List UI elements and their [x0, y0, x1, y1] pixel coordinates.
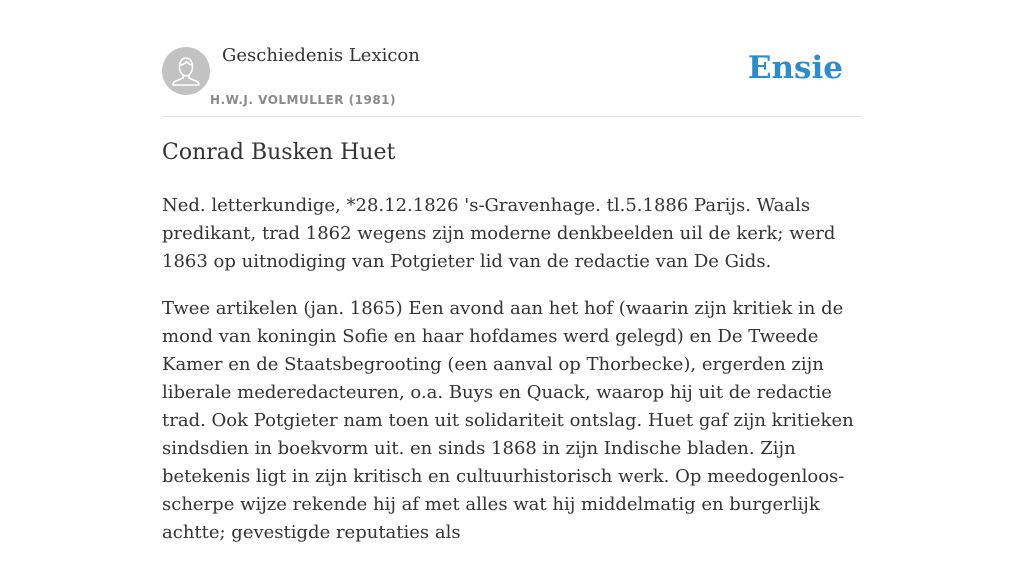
- entry-paragraph: Ned. letterkundige, *28.12.1826 's-Gravenhage. tl.5.1886 Parijs. Waals predikant, trad 1862 wegens zijn moderne denkbeelden uil de kerk; werd 1863 op uitnodiging van Potgieter lid van de redactie van De Gids.: [162, 195, 836, 272]
- author-credit[interactable]: H.W.J. VOLMULLER (1981): [210, 93, 397, 107]
- source-title[interactable]: Geschiedenis Lexicon: [222, 45, 420, 66]
- brand-logo[interactable]: Ensie: [747, 50, 843, 86]
- avatar: [162, 47, 210, 95]
- entry-paragraph: Twee artikelen (jan. 1865) Een avond aan het hof (waarin zijn kritiek in de mond van koningin Sofie en haar hofdames werd gelegd) en De Tweede Kamer en de Staatsbegrooting (een aanval op Thorbecke), ergerden zijn liberale mederedacteuren, o.a. Buys en Quack, waarop hij uit de redactie trad. Ook Potgieter nam toen uit solidariteit ontslag. Huet gaf zijn kritieken sindsdien in boekvorm uit. en sinds 1868 in zijn Indische bladen. Zijn betekenis ligt in zijn kritisch en cultuurhistorisch werk. Op meedogenloos-scherpe wijze rekende hij af met alles wat hij middelmatig en burgerlijk achtte; gevestigde reputaties als: [162, 298, 854, 543]
- source-header: [162, 0, 862, 117]
- entry-title: Conrad Busken Huet: [162, 140, 396, 165]
- user-silhouette-icon: [162, 47, 210, 95]
- entry-body: [162, 192, 862, 566]
